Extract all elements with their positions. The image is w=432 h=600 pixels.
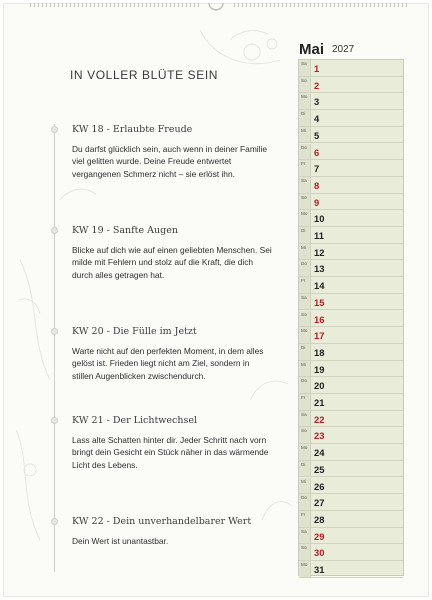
- day-number: 8: [314, 179, 320, 191]
- weekday-label: Di: [301, 344, 306, 350]
- day-number: 23: [314, 430, 325, 442]
- weekday-label: Mo: [301, 94, 308, 100]
- calendar-day: [299, 294, 403, 311]
- binding-loop: [350, 3, 351, 7]
- week-heading: KW 20 - Die Fülle im Jetzt: [72, 326, 197, 337]
- binding-loop: [390, 3, 391, 7]
- day-number: 28: [314, 513, 325, 525]
- day-number: 30: [314, 547, 325, 559]
- day-number: 5: [314, 129, 320, 141]
- binding-loop: [330, 3, 331, 7]
- week-text: Dein Wert ist unantastbar.: [72, 536, 169, 546]
- month-name: Mai: [299, 41, 325, 58]
- weekday-label: Do: [301, 261, 307, 267]
- calendar-day: [299, 511, 403, 528]
- binding-loop: [362, 3, 363, 7]
- week-entry-22: [72, 516, 272, 547]
- week-entry-21: [72, 415, 272, 471]
- binding-loop: [334, 3, 335, 7]
- timeline-line: [54, 124, 55, 572]
- binding-loop: [310, 3, 311, 7]
- binding-loop: [338, 3, 339, 7]
- weekday-label: Sa: [301, 294, 307, 300]
- day-number: 7: [314, 163, 320, 175]
- weekday-label: So: [301, 77, 307, 83]
- calendar-day: [299, 411, 403, 428]
- page-title: IN VOLLER BLÜTE SEIN: [70, 68, 219, 82]
- weekday-label: Do: [301, 495, 307, 501]
- binding-loop: [354, 3, 355, 7]
- calendar-day: [299, 260, 403, 277]
- binding-loop: [326, 3, 327, 7]
- day-number: 20: [314, 380, 325, 392]
- calendar-day: [299, 110, 403, 127]
- weekday-label: Di: [301, 461, 306, 467]
- calendar-day: [299, 227, 403, 244]
- day-number: 31: [314, 564, 325, 575]
- timeline-dot: [51, 227, 58, 234]
- binding-loop: [394, 3, 395, 7]
- weekday-label: So: [301, 194, 307, 200]
- weekday-label: Do: [301, 378, 307, 384]
- binding-loop: [398, 3, 399, 7]
- binding-loop: [402, 3, 403, 7]
- day-number: 11: [314, 230, 324, 241]
- calendar-day: [299, 244, 403, 261]
- timeline-dot: [51, 518, 58, 525]
- calendar-day: [299, 77, 403, 94]
- week-entry-18: [72, 124, 272, 180]
- binding-loop: [298, 3, 299, 7]
- week-heading: KW 18 - Erlaubte Freude: [72, 124, 193, 135]
- weekday-label: Mo: [301, 328, 308, 334]
- binding-loop: [374, 3, 375, 7]
- weekday-label: Fr: [301, 161, 306, 167]
- weekday-label: Di: [301, 111, 306, 117]
- calendar-day: [299, 127, 403, 144]
- weekday-label: Mi: [301, 244, 306, 250]
- calendar-day: [299, 544, 403, 561]
- binding-loop: [342, 3, 343, 7]
- timeline-dot: [51, 126, 58, 133]
- calendar-day: [299, 210, 403, 227]
- binding-loop: [318, 3, 319, 7]
- week-text: Lass alte Schatten hinter dir. Jeder Schritt nach vorn bringt dein Gesicht ein Stück näher in das wärmende Licht des Lebens.: [72, 435, 269, 470]
- weekday-label: Mo: [301, 211, 308, 217]
- binding-loop: [302, 3, 303, 7]
- week-heading: KW 22 - Dein unverhandelbarer Wert: [72, 516, 252, 527]
- week-entry-20: [72, 326, 272, 382]
- calendar-day: [299, 60, 403, 77]
- calendar-day: [299, 394, 403, 411]
- day-number: 12: [314, 246, 325, 258]
- binding-loop: [322, 3, 323, 7]
- calendar-day: [299, 177, 403, 194]
- day-number: 21: [314, 397, 325, 408]
- weekday-label: Fr: [301, 511, 306, 517]
- day-number: 22: [314, 413, 325, 425]
- day-number: 19: [314, 363, 325, 375]
- calendar-day: [299, 461, 403, 478]
- day-column: [298, 59, 404, 576]
- calendar-day: [299, 277, 403, 294]
- day-number: 27: [314, 497, 325, 509]
- day-number: 29: [314, 530, 325, 542]
- calendar-day: [299, 478, 403, 495]
- weekday-label: Do: [301, 144, 307, 150]
- binding-loop: [358, 3, 359, 7]
- week-text: Warte nicht auf den perfekten Moment, in dem alles gelöst ist. Frieden liegt nicht am Ziel, sondern in stillen Augenblicken zwischendurch.: [72, 346, 264, 381]
- binding-loop: [366, 3, 367, 7]
- calendar-day: [299, 377, 403, 394]
- calendar-day: [299, 160, 403, 177]
- binding-loop: [370, 3, 371, 7]
- calendar-day: [299, 361, 403, 378]
- day-number: 17: [314, 330, 325, 342]
- day-number: 18: [314, 346, 325, 358]
- calendar-day: [299, 194, 403, 211]
- binding-loop: [386, 3, 387, 7]
- binding-loop: [346, 3, 347, 7]
- calendar-day: [299, 93, 403, 110]
- day-number: 2: [314, 79, 320, 91]
- weekday-label: Sa: [301, 411, 307, 417]
- day-number: 4: [314, 113, 320, 125]
- binding-loop: [406, 3, 407, 7]
- weekday-label: Mi: [301, 361, 306, 367]
- calendar-day: [299, 344, 403, 361]
- binding-loop: [306, 3, 307, 7]
- weekday-label: Mo: [301, 445, 308, 451]
- calendar-day: [299, 311, 403, 328]
- weekday-label: Di: [301, 228, 306, 233]
- weekday-label: Sa: [301, 528, 307, 534]
- day-number: 25: [314, 463, 325, 475]
- day-number: 15: [314, 296, 325, 308]
- week-text: Du darfst glücklich sein, auch wenn in deiner Familie viel gelitten wurde. Deine Freude entwertet vergangenen Schmerz nicht – sie erlöst ihn.: [72, 144, 268, 179]
- week-heading: KW 21 - Der Lichtwechsel: [72, 415, 198, 426]
- weekday-label: So: [301, 428, 307, 434]
- binding-loop: [314, 3, 315, 7]
- year: 2027: [332, 44, 355, 55]
- calendar-day: [299, 528, 403, 545]
- calendar-day: [299, 444, 403, 461]
- weekday-label: So: [301, 545, 307, 551]
- week-entry-19: [72, 225, 272, 281]
- calendar-day: [299, 427, 403, 444]
- calendar-header: [299, 41, 404, 59]
- weekday-label: Mi: [301, 127, 306, 133]
- weekday-label: Mi: [301, 478, 306, 484]
- day-number: 13: [314, 263, 325, 275]
- calendar-day: [299, 144, 403, 161]
- week-text: Blicke auf dich wie auf einen geliebten Menschen. Sei milde mit Fehlern und stolz auf die Kraft, die dich durch alles getragen hat.: [72, 245, 272, 280]
- day-number: 3: [314, 96, 320, 108]
- day-number: 10: [314, 213, 325, 225]
- day-number: 24: [314, 447, 325, 459]
- weekday-label: Fr: [301, 278, 306, 284]
- weekday-label: Mo: [301, 562, 308, 567]
- day-number: 26: [314, 480, 325, 492]
- binding-loop: [378, 3, 379, 7]
- weekday-label: Sa: [301, 177, 307, 183]
- calendar-day: [299, 327, 403, 344]
- day-number: 16: [314, 313, 325, 325]
- day-number: 1: [314, 63, 320, 74]
- day-number: 9: [314, 196, 320, 208]
- binding-loop: [382, 3, 383, 7]
- calendar-day: [299, 494, 403, 511]
- day-number: 14: [314, 280, 325, 292]
- weekday-label: Fr: [301, 395, 306, 400]
- weekday-label: Sa: [301, 61, 307, 66]
- timeline-dot: [51, 417, 58, 424]
- timeline-dot: [51, 328, 58, 335]
- day-number: 6: [314, 146, 320, 158]
- week-heading: KW 19 - Sanfte Augen: [72, 225, 178, 236]
- calendar-day: [299, 561, 403, 578]
- weekday-label: So: [301, 311, 307, 317]
